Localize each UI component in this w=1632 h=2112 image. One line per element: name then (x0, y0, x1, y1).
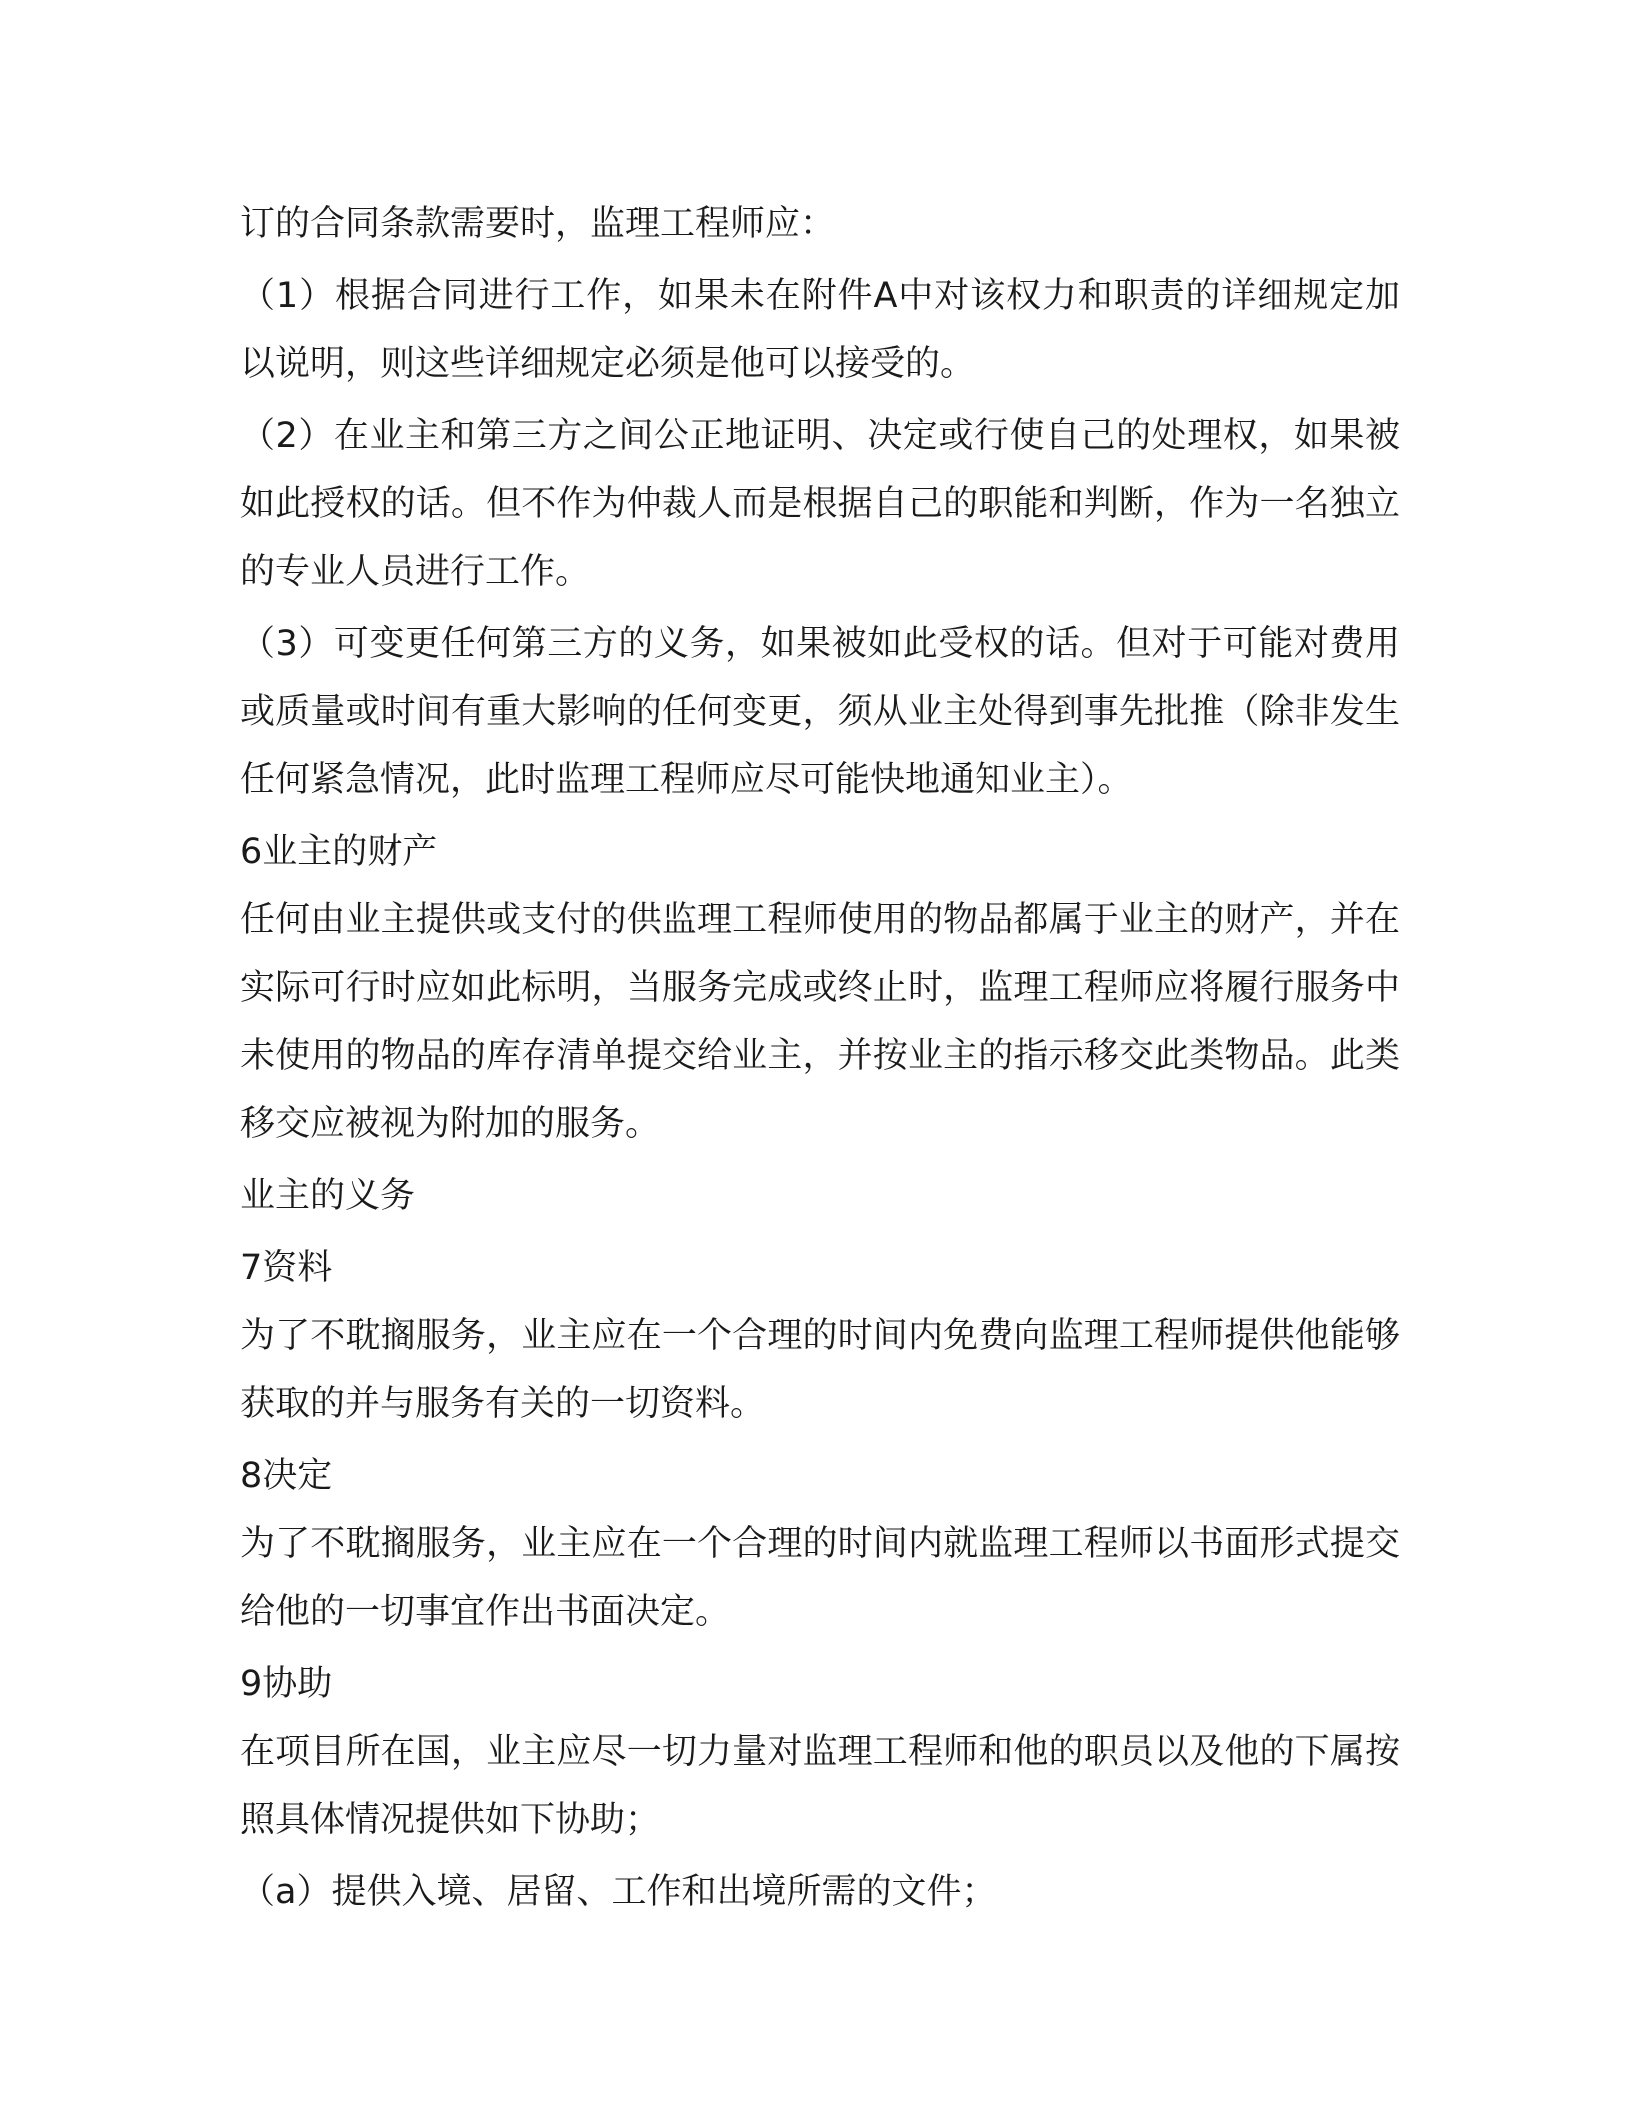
paragraph-information: 为了不耽搁服务，业主应在一个合理的时间内免费向监理工程师提供他能够获取的并与服务有关的一切资料。 (240, 1316, 1400, 1424)
clause-item-1: （1）根据合同进行工作，如果未在附件A中对该权力和职责的详细规定加以说明，则这些详细规定必须是他可以接受的。 (240, 276, 1400, 384)
paragraph-intro: 订的合同条款需要时，监理工程师应： (240, 204, 836, 244)
clause-item-a: （a）提供入境、居留、工作和出境所需的文件； (240, 1872, 997, 1912)
section-heading-8: 8决定 (240, 1456, 333, 1496)
paragraph-decisions: 为了不耽搁服务，业主应在一个合理的时间内就监理工程师以书面形式提交给他的一切事宜作出书面决定。 (240, 1524, 1400, 1632)
section-heading-6: 6业主的财产 (240, 832, 438, 872)
section-heading-7: 7资料 (240, 1248, 333, 1288)
section-heading-owner-obligations: 业主的义务 (240, 1176, 416, 1216)
paragraph-assistance: 在项目所在国，业主应尽一切力量对监理工程师和他的职员以及他的下属按照具体情况提供如下协助； (240, 1732, 1400, 1840)
document-page (240, 190, 1400, 1926)
section-heading-9: 9协助 (240, 1664, 333, 1704)
clause-item-3: （3）可变更任何第三方的义务，如果被如此受权的话。但对于可能对费用或质量或时间有重大影响的任何变更，须从业主处得到事先批推（除非发生任何紧急情况，此时监理工程师应尽可能快地通知业主）。 (240, 624, 1400, 800)
paragraph-owner-property: 任何由业主提供或支付的供监理工程师使用的物品都属于业主的财产，并在实际可行时应如此标明，当服务完成或终止时，监理工程师应将履行服务中未使用的物品的库存清单提交给业主，并按业主的指示移交此类物品。此类移交应被视为附加的服务。 (240, 900, 1400, 1144)
clause-item-2: （2）在业主和第三方之间公正地证明、决定或行使自己的处理权，如果被如此授权的话。但不作为仲裁人而是根据自己的职能和判断，作为一名独立的专业人员进行工作。 (240, 416, 1400, 592)
